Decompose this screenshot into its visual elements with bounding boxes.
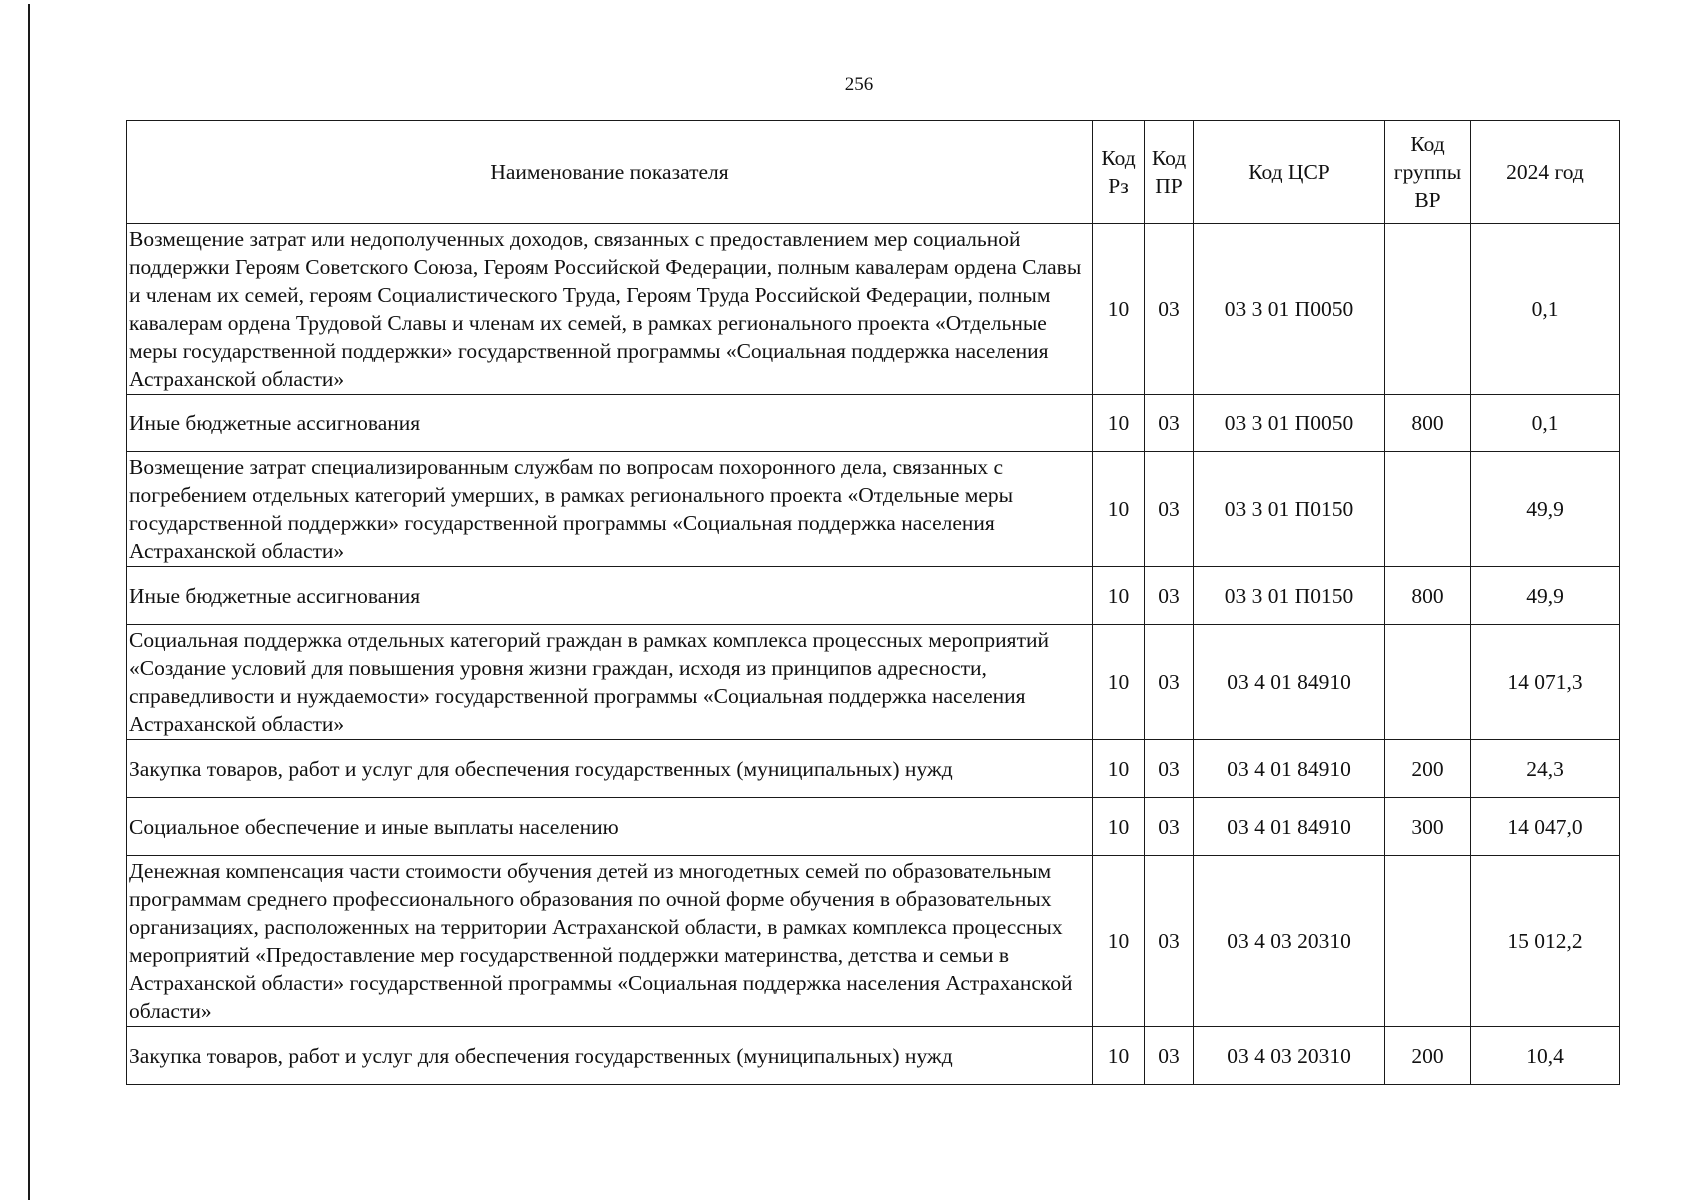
row-name: Возмещение затрат специализированным службам по вопросам похоронного дела, связанных с погребением отдельных категорий умерших, в рамках регионального проекта «Отдельные меры государственной поддержки» государственной программы «Социальная поддержка населения Астраханской области» [127, 452, 1093, 567]
header-name: Наименование показателя [127, 121, 1093, 224]
row-rz: 10 [1093, 1027, 1145, 1085]
row-value: 24,3 [1471, 740, 1620, 798]
row-vr: 200 [1385, 740, 1471, 798]
table-row [127, 567, 1620, 625]
row-value: 14 071,3 [1471, 625, 1620, 740]
row-value: 49,9 [1471, 567, 1620, 625]
row-rz: 10 [1093, 224, 1145, 395]
row-vr: 300 [1385, 798, 1471, 856]
budget-table [126, 120, 1620, 1085]
header-vr: Код группы ВР [1385, 121, 1471, 224]
row-pr: 03 [1145, 856, 1194, 1027]
row-name: Денежная компенсация части стоимости обучения детей из многодетных семей по образовательным программам среднего профессионального образования по очной форме обучения в образовательных организациях, расположенных на территории Астраханской области, в рамках комплекса процессных мероприятий «Предоставление мер государственной поддержки материнства, детства и семьи в Астраханской области» государственной программы «Социальная поддержка населения Астраханской области» [127, 856, 1093, 1027]
row-pr: 03 [1145, 567, 1194, 625]
row-name: Социальное обеспечение и иные выплаты населению [127, 798, 1093, 856]
row-pr: 03 [1145, 1027, 1194, 1085]
row-value: 10,4 [1471, 1027, 1620, 1085]
table-row [127, 798, 1620, 856]
binding-margin-line [28, 4, 30, 1200]
row-vr [1385, 856, 1471, 1027]
row-pr: 03 [1145, 798, 1194, 856]
row-csr: 03 3 01 П0050 [1194, 224, 1385, 395]
row-csr: 03 4 03 20310 [1194, 1027, 1385, 1085]
row-pr: 03 [1145, 625, 1194, 740]
row-name: Возмещение затрат или недополученных доходов, связанных с предоставлением мер социальной поддержки Героям Советского Союза, Героям Российской Федерации, полным кавалерам ордена Славы и членам их семей, героям Социалистического Труда, Героям Труда Российской Федерации, полным кавалерам ордена Трудовой Славы и членам их семей, в рамках регионального проекта «Отдельные меры государственной поддержки» государственной программы «Социальная поддержка населения Астраханской области» [127, 224, 1093, 395]
table-row [127, 224, 1620, 395]
row-value: 14 047,0 [1471, 798, 1620, 856]
row-csr: 03 4 01 84910 [1194, 740, 1385, 798]
row-rz: 10 [1093, 452, 1145, 567]
row-csr: 03 4 01 84910 [1194, 798, 1385, 856]
row-vr [1385, 452, 1471, 567]
row-name: Социальная поддержка отдельных категорий граждан в рамках комплекса процессных мероприятий «Создание условий для повышения уровня жизни граждан, исходя из принципов адресности, справедливости и нуждаемости» государственной программы «Социальная поддержка населения Астраханской области» [127, 625, 1093, 740]
table-row [127, 740, 1620, 798]
row-value: 15 012,2 [1471, 856, 1620, 1027]
table-row [127, 452, 1620, 567]
row-name: Иные бюджетные ассигнования [127, 567, 1093, 625]
header-2024: 2024 год [1471, 121, 1620, 224]
header-pr: Код ПР [1145, 121, 1194, 224]
row-name: Закупка товаров, работ и услуг для обеспечения государственных (муниципальных) нужд [127, 740, 1093, 798]
row-rz: 10 [1093, 567, 1145, 625]
row-vr: 800 [1385, 395, 1471, 452]
row-value: 0,1 [1471, 224, 1620, 395]
row-csr: 03 3 01 П0050 [1194, 395, 1385, 452]
row-vr [1385, 625, 1471, 740]
row-vr [1385, 224, 1471, 395]
table-header-row [127, 121, 1620, 224]
header-csr: Код ЦСР [1194, 121, 1385, 224]
row-value: 49,9 [1471, 452, 1620, 567]
row-vr: 200 [1385, 1027, 1471, 1085]
row-vr: 800 [1385, 567, 1471, 625]
row-pr: 03 [1145, 395, 1194, 452]
table-row [127, 625, 1620, 740]
row-rz: 10 [1093, 856, 1145, 1027]
row-name: Закупка товаров, работ и услуг для обеспечения государственных (муниципальных) нужд [127, 1027, 1093, 1085]
row-csr: 03 3 01 П0150 [1194, 567, 1385, 625]
table-row [127, 856, 1620, 1027]
row-name: Иные бюджетные ассигнования [127, 395, 1093, 452]
row-pr: 03 [1145, 740, 1194, 798]
row-rz: 10 [1093, 740, 1145, 798]
row-csr: 03 4 01 84910 [1194, 625, 1385, 740]
row-pr: 03 [1145, 452, 1194, 567]
table-row [127, 395, 1620, 452]
header-rz: Код Рз [1093, 121, 1145, 224]
table-row [127, 1027, 1620, 1085]
row-rz: 10 [1093, 395, 1145, 452]
row-rz: 10 [1093, 625, 1145, 740]
row-value: 0,1 [1471, 395, 1620, 452]
row-csr: 03 4 03 20310 [1194, 856, 1385, 1027]
row-pr: 03 [1145, 224, 1194, 395]
row-rz: 10 [1093, 798, 1145, 856]
row-csr: 03 3 01 П0150 [1194, 452, 1385, 567]
page-number: 256 [844, 74, 874, 95]
